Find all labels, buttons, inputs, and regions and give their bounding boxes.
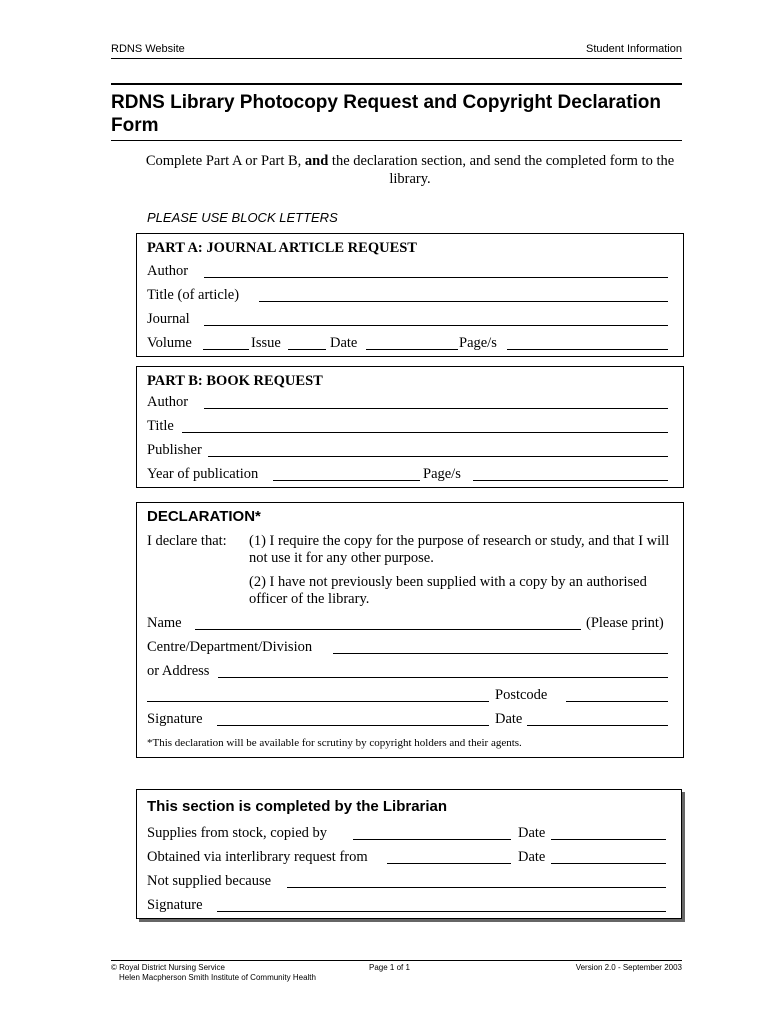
supplies-label: Supplies from stock, copied by bbox=[147, 825, 328, 841]
supplies-field[interactable] bbox=[353, 825, 511, 840]
part-a-author-field[interactable] bbox=[204, 263, 668, 278]
part-a-author-label: Author bbox=[147, 263, 189, 279]
part-b-box bbox=[136, 366, 684, 488]
obtained-date-label: Date bbox=[518, 849, 546, 865]
part-b-pages-label: Page/s bbox=[423, 466, 461, 482]
footer-page: Page 1 of 1 bbox=[369, 963, 410, 972]
declaration-footnote: *This declaration will be available for scrutiny by copyright holders and their agents. bbox=[147, 737, 522, 749]
part-a-issue-label: Issue bbox=[251, 335, 281, 351]
librarian-signature-label: Signature bbox=[147, 897, 203, 913]
header-right: Student Information bbox=[585, 43, 682, 55]
declaration-postcode-label: Postcode bbox=[495, 687, 548, 703]
part-a-date-label: Date bbox=[330, 335, 358, 351]
part-b-title: PART B: BOOK REQUEST bbox=[147, 373, 323, 389]
declaration-name-label: Name bbox=[147, 615, 182, 631]
part-a-volume-field[interactable] bbox=[203, 335, 249, 350]
declaration-address-field[interactable] bbox=[218, 663, 668, 678]
obtained-field[interactable] bbox=[387, 849, 511, 864]
declaration-postcode-field[interactable] bbox=[566, 687, 668, 702]
part-b-year-label: Year of publication bbox=[147, 466, 259, 482]
librarian-signature-field[interactable] bbox=[217, 897, 666, 912]
part-a-journal-label: Journal bbox=[147, 311, 190, 327]
part-a-title: PART A: JOURNAL ARTICLE REQUEST bbox=[147, 240, 417, 256]
librarian-title: This section is completed by the Librarian bbox=[147, 798, 448, 815]
declaration-clause-1: (1) I require the copy for the purpose of research or study, and that I will not use it for any other purpose. bbox=[249, 533, 670, 566]
not-supplied-label: Not supplied because bbox=[147, 873, 272, 889]
part-b-author-label: Author bbox=[147, 394, 189, 410]
footer-version: Version 2.0 - September 2003 bbox=[575, 963, 682, 972]
librarian-box bbox=[136, 789, 682, 919]
part-b-year-field[interactable] bbox=[273, 466, 420, 481]
declaration-centre-label: Centre/Department/Division bbox=[147, 639, 313, 655]
title-top-rule bbox=[111, 83, 682, 85]
part-b-title-field[interactable] bbox=[182, 418, 668, 433]
part-b-title-label: Title bbox=[147, 418, 174, 434]
part-a-volume-label: Volume bbox=[147, 335, 192, 351]
declaration-address-field-2[interactable] bbox=[147, 687, 489, 702]
intro-text: Complete Part A or Part B, and the declaration section, and send the completed form to the library. bbox=[145, 153, 675, 187]
declaration-signature-field[interactable] bbox=[217, 711, 489, 726]
part-a-article-title-label: Title (of article) bbox=[147, 287, 240, 303]
declaration-centre-field[interactable] bbox=[333, 639, 668, 654]
declaration-signature-label: Signature bbox=[147, 711, 203, 727]
part-a-pages-label: Page/s bbox=[459, 335, 497, 351]
declaration-address-label: or Address bbox=[147, 663, 210, 679]
declaration-name-field[interactable] bbox=[195, 615, 581, 630]
part-b-publisher-field[interactable] bbox=[208, 442, 668, 457]
block-letters-note: PLEASE USE BLOCK LETTERS bbox=[147, 210, 338, 225]
part-b-author-field[interactable] bbox=[204, 394, 668, 409]
part-a-issue-field[interactable] bbox=[288, 335, 326, 350]
part-b-publisher-label: Publisher bbox=[147, 442, 202, 458]
obtained-label: Obtained via interlibrary request from bbox=[147, 849, 368, 865]
part-b-pages-field[interactable] bbox=[473, 466, 668, 481]
declare-that-label: I declare that: bbox=[147, 533, 227, 549]
supplies-date-label: Date bbox=[518, 825, 546, 841]
page-title: RDNS Library Photocopy Request and Copyright Declaration Form bbox=[111, 92, 662, 136]
obtained-date-field[interactable] bbox=[551, 849, 666, 864]
part-a-article-title-field[interactable] bbox=[259, 287, 668, 302]
part-a-date-field[interactable] bbox=[366, 335, 458, 350]
header-rule bbox=[111, 58, 682, 59]
declaration-clause-2: (2) I have not previously been supplied with a copy by an authorised officer of the library. bbox=[249, 574, 647, 607]
title-bottom-rule bbox=[111, 140, 682, 141]
footer-rule bbox=[111, 960, 682, 961]
declaration-box bbox=[136, 502, 684, 758]
please-print-note: (Please print) bbox=[586, 615, 664, 631]
declaration-title: DECLARATION* bbox=[147, 508, 261, 525]
declaration-date-label: Date bbox=[495, 711, 523, 727]
part-a-pages-field[interactable] bbox=[507, 335, 668, 350]
declaration-date-field[interactable] bbox=[527, 711, 668, 726]
part-a-journal-field[interactable] bbox=[204, 311, 668, 326]
not-supplied-field[interactable] bbox=[287, 873, 666, 888]
supplies-date-field[interactable] bbox=[551, 825, 666, 840]
header-left: RDNS Website bbox=[111, 43, 185, 55]
part-a-box bbox=[136, 233, 684, 357]
footer-left: © Royal District Nursing Service Helen Macpherson Smith Institute of Community Health bbox=[111, 963, 316, 982]
